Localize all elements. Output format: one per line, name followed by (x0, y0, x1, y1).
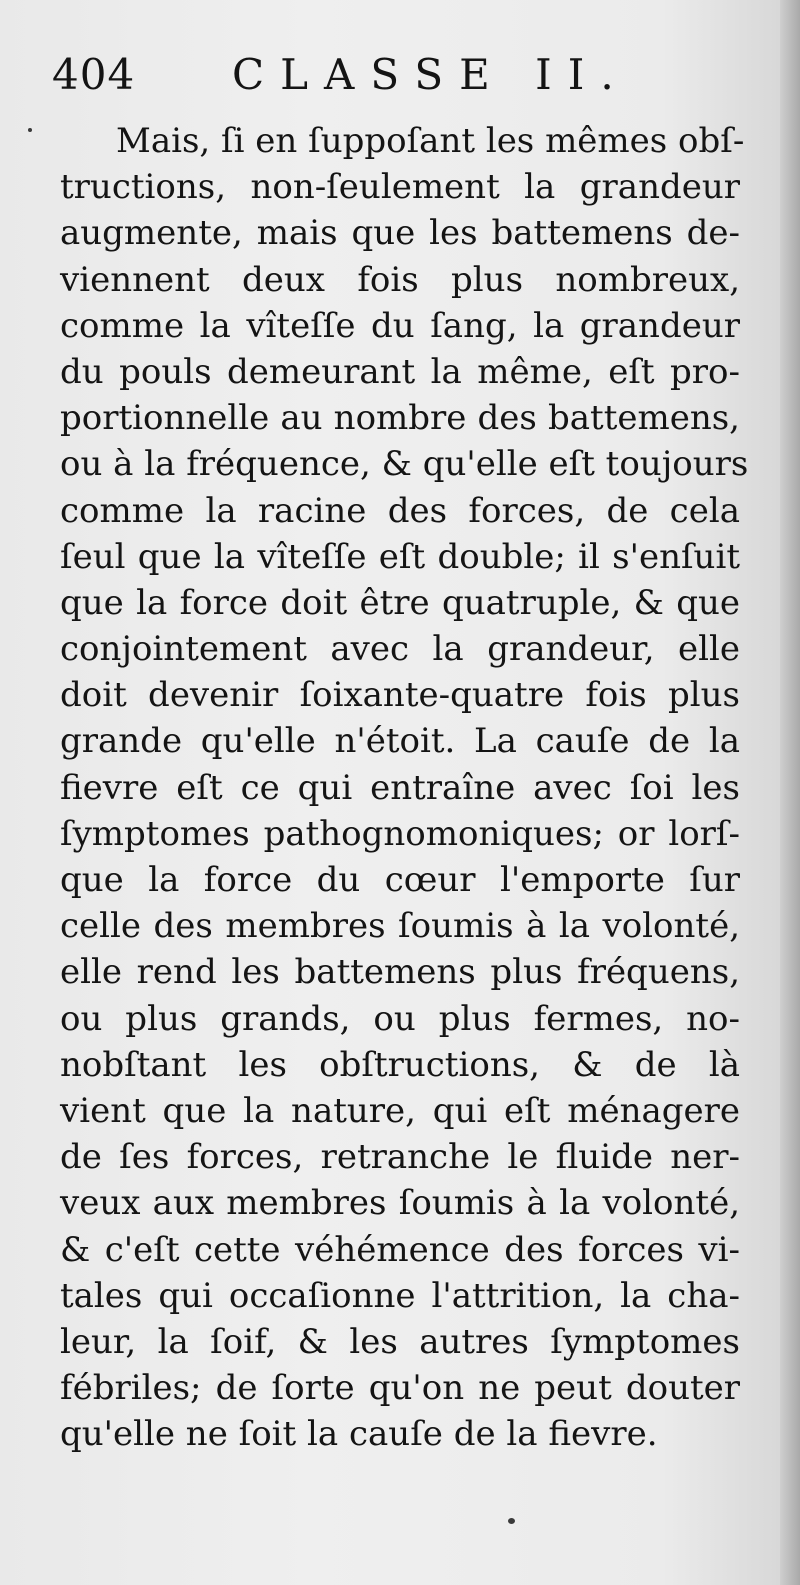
text-line: viennent deux fois plus nombreux, (60, 259, 740, 300)
text-line: ou plus grands, ou plus fermes, no- (60, 998, 740, 1039)
ink-speck (28, 128, 32, 132)
text-line: ou à la fréquence, & qu'elle eſt toujours (60, 444, 749, 485)
text-line: conjointement avec la grandeur, elle (60, 629, 740, 670)
text-line: vient que la nature, qui eſt ménagere (60, 1090, 740, 1131)
text-line: celle des membres ſoumis à la volonté, (60, 906, 740, 947)
text-line: portionnelle au nombre des battemens, (60, 398, 740, 439)
text-line: & c'eſt cette véhémence des forces vi- (60, 1229, 740, 1270)
text-line: tructions, non-ſeulement la grandeur (60, 167, 740, 208)
text-line: augmente, mais que les battemens de- (60, 213, 740, 254)
text-line: grande qu'elle n'étoit. La cauſe de la (60, 721, 740, 762)
body-text (60, 118, 749, 1457)
page-gutter-shadow (780, 0, 800, 1585)
page-number: 404 (52, 50, 136, 99)
text-line: Mais, ſi en ſuppoſant les mêmes obſ- (116, 121, 745, 161)
text-line: comme la racine des forces, de cela (60, 490, 740, 531)
text-line: tales qui occaſionne l'attrition, la cha- (60, 1275, 740, 1316)
text-line: qu'elle ne ſoit la cauſe de la fievre. (60, 1414, 658, 1455)
text-line: elle rend les battemens plus fréquens, (60, 952, 740, 993)
text-line: nobſtant les obſtructions, & de là (60, 1044, 740, 1085)
page-header (52, 50, 752, 102)
text-line: leur, la ſoif, & les autres ſymptomes (60, 1321, 740, 1362)
text-line: ſymptomes pathognomoniques; or lorſ- (60, 813, 740, 854)
text-line: doit devenir ſoixante-quatre fois plus (60, 675, 740, 716)
text-line: ſeul que la vîteſſe eſt double; il s'enſuit (60, 536, 740, 577)
ink-speck (508, 1518, 515, 1524)
text-line: comme la vîteſſe du ſang, la grandeur (60, 305, 740, 346)
text-line: que la force doit être quatruple, & que (60, 582, 740, 623)
text-line: du pouls demeurant la même, eſt pro- (60, 351, 740, 392)
text-line: de ſes forces, retranche le fluide ner- (60, 1137, 740, 1178)
running-head: CLASSE II. (232, 50, 630, 99)
text-line: veux aux membres ſoumis à la volonté, (60, 1183, 740, 1224)
text-line: fievre eſt ce qui entraîne avec ſoi les (60, 767, 740, 808)
text-line: fébriles; de ſorte qu'on ne peut douter (60, 1368, 740, 1409)
text-line: que la force du cœur l'emporte ſur (60, 860, 740, 900)
